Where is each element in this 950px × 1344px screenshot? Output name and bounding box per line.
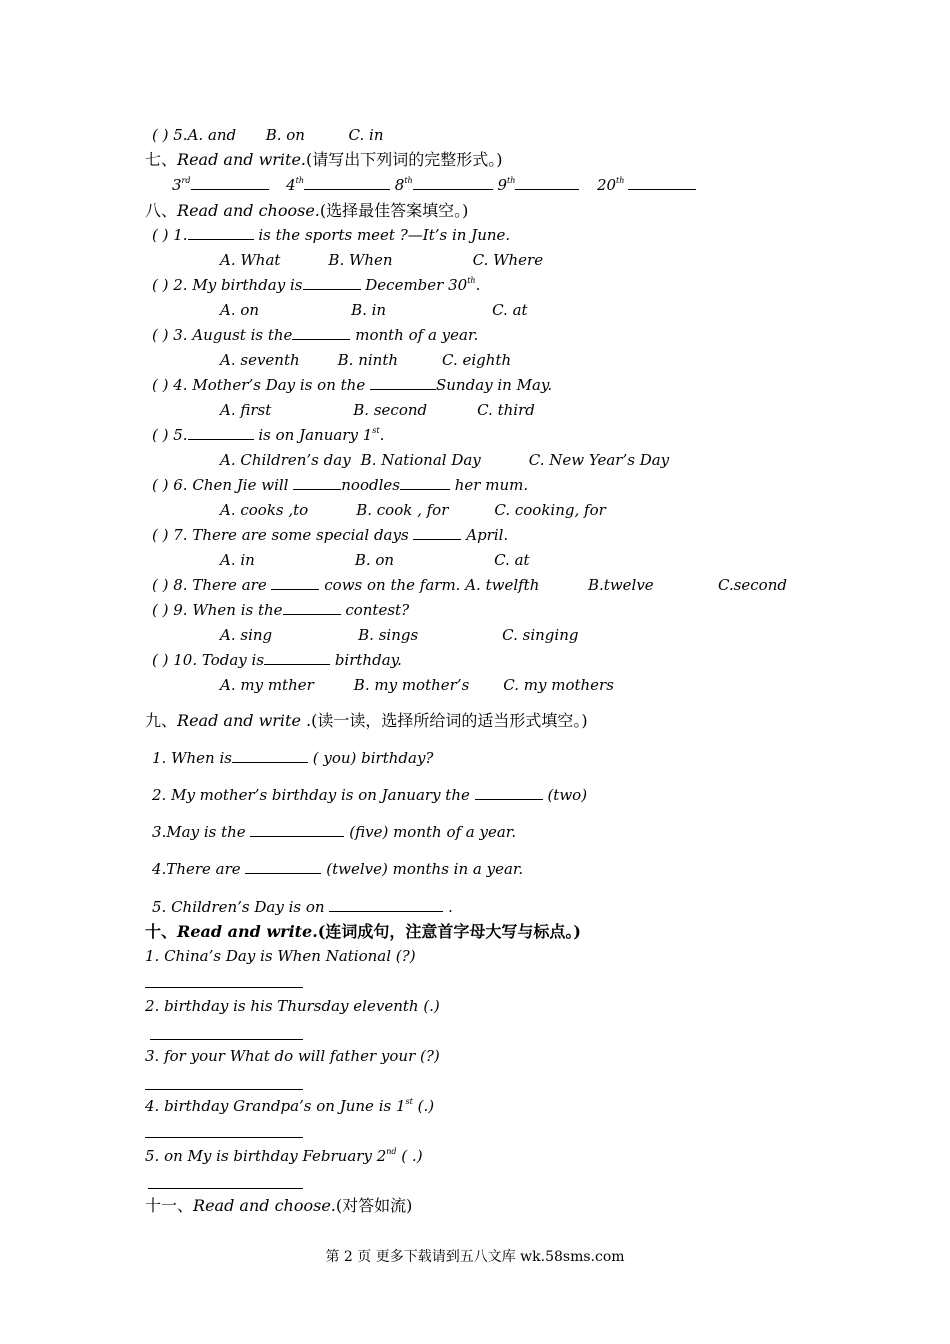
sec10-item: 5. on My is birthday February 2nd ( .)	[145, 1147, 423, 1165]
sec8-q1: ( ) 1. is the sports meet ?—It’s in June.	[152, 226, 511, 244]
sec8-q9-options: A. sing B. sings C. singing	[220, 626, 579, 644]
sec8-heading: 八、Read and choose.(选择最佳答案填空。)	[145, 201, 469, 220]
answer-blank[interactable]	[370, 375, 436, 390]
answer-blank[interactable]	[413, 175, 493, 190]
sec7-ordinals: 3rd 4th 8th 9th 20th	[172, 175, 696, 195]
sec9-item: 5. Children’s Day is on .	[152, 898, 453, 916]
answer-blank[interactable]	[628, 175, 696, 190]
sec10-item: 2. birthday is his Thursday eleventh (.)	[145, 997, 440, 1015]
sec9-item: 4.There are (twelve) months in a year.	[152, 860, 524, 878]
sec8-q2-options: A. on B. in C. at	[220, 301, 528, 319]
page-footer: 第 2 页 更多下载请到五八文库 wk.58sms.com	[325, 1249, 625, 1265]
sec8-q6: ( ) 6. Chen Jie will noodles her mum.	[152, 476, 529, 494]
sec8-q8: ( ) 8. There are cows on the farm. A. twelfth	[152, 576, 540, 594]
answer-blank[interactable]	[400, 475, 450, 490]
answer-line[interactable]	[145, 1089, 303, 1090]
answer-blank[interactable]	[283, 600, 341, 615]
sec8-q9: ( ) 9. When is the contest?	[152, 601, 410, 619]
sec8-q10: ( ) 10. Today is birthday.	[152, 651, 402, 669]
sec8-q6-options: A. cooks ,to B. cook , for C. cooking, for	[220, 501, 606, 519]
answer-line[interactable]	[145, 987, 303, 988]
answer-line[interactable]	[145, 1137, 303, 1138]
answer-blank[interactable]	[250, 822, 344, 837]
sec11-heading: 十一、Read and choose.(对答如流)	[145, 1196, 413, 1215]
answer-line[interactable]	[148, 1188, 303, 1189]
sec9-item: 3.May is the (five) month of a year.	[152, 823, 517, 841]
sec8-q3-options: A. seventh B. ninth C. eighth	[220, 351, 512, 369]
answer-blank[interactable]	[329, 897, 443, 912]
answer-blank[interactable]	[413, 525, 461, 540]
sec8-q5: ( ) 5. is on January 1st.	[152, 426, 385, 444]
answer-blank[interactable]	[191, 175, 269, 190]
answer-blank[interactable]	[515, 175, 579, 190]
answer-line[interactable]	[150, 1039, 303, 1040]
answer-blank[interactable]	[264, 650, 330, 665]
sec8-q8-option-c: C.second	[718, 576, 787, 594]
sec8-q5-options: A. Children’s day B. National Day C. New Year’s Day	[220, 451, 670, 469]
answer-blank[interactable]	[303, 275, 361, 290]
sec9-heading: 九、Read and write .(读一读，选择所给词的适当形式填空。)	[145, 711, 588, 730]
answer-blank[interactable]	[232, 748, 308, 763]
sec10-item: 1. China’s Day is When National (?)	[145, 947, 416, 965]
answer-blank[interactable]	[245, 859, 321, 874]
sec8-q8-option-b: B.twelve	[588, 576, 654, 594]
sec8-q2: ( ) 2. My birthday is December 30th.	[152, 276, 481, 294]
sec8-q4: ( ) 4. Mother’s Day is on the Sunday in May.	[152, 376, 553, 394]
answer-blank[interactable]	[271, 575, 319, 590]
answer-blank[interactable]	[292, 325, 350, 340]
answer-blank[interactable]	[475, 785, 543, 800]
sec6-q5: ( ) 5.A. and B. on C. in	[152, 126, 384, 144]
answer-blank[interactable]	[293, 475, 341, 490]
sec8-q7: ( ) 7. There are some special days April.	[152, 526, 509, 544]
answer-blank[interactable]	[188, 425, 254, 440]
sec8-q10-options: A. my mther B. my mother’s C. my mothers	[220, 676, 614, 694]
sec9-item: 2. My mother’s birthday is on January the (two)	[152, 786, 588, 804]
sec9-item: 1. When is ( you) birthday?	[152, 749, 434, 767]
sec8-q7-options: A. in B. on C. at	[220, 551, 530, 569]
sec10-item: 4. birthday Grandpa’s on June is 1st (.)	[145, 1097, 435, 1115]
answer-blank[interactable]	[188, 225, 254, 240]
sec10-item: 3. for your What do will father your (?)	[145, 1047, 440, 1065]
sec8-q3: ( ) 3. August is the month of a year.	[152, 326, 479, 344]
sec10-heading: 十、Read and write.(连词成句，注意首字母大写与标点。)	[145, 922, 581, 941]
sec7-heading: 七、Read and write.(请写出下列词的完整形式。)	[145, 150, 503, 169]
sec8-q1-options: A. What B. When C. Where	[220, 251, 544, 269]
sec8-q4-options: A. first B. second C. third	[220, 401, 535, 419]
answer-blank[interactable]	[304, 175, 390, 190]
